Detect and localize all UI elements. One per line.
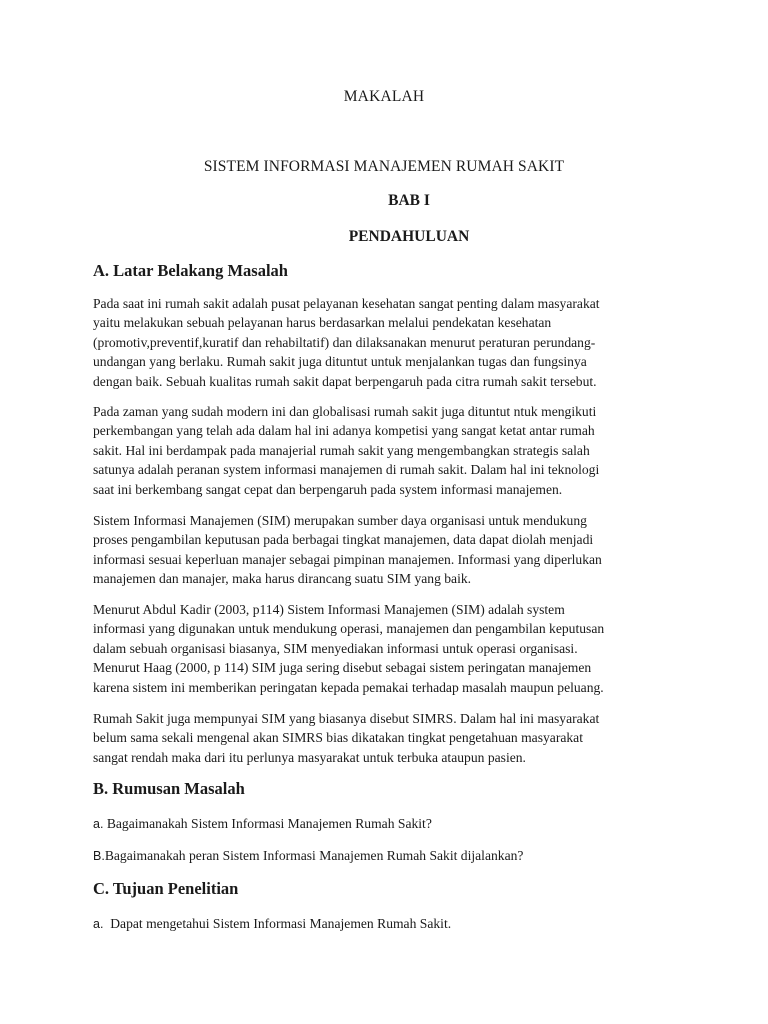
text-line: Menurut Haag (2000, p 114) SIM juga sering disebut sebagai sistem peringatan manajemen xyxy=(93,660,592,676)
list-item xyxy=(93,816,432,832)
text-line: Sistem Informasi Manajemen (SIM) merupakan sumber daya organisasi untuk mendukung xyxy=(93,513,587,528)
text-line: manajemen dan manajer, maka harus dirancang suatu SIM yang baik. xyxy=(93,571,472,587)
list-marker: a. xyxy=(93,917,104,931)
list-item xyxy=(93,848,523,864)
list-item-text: Dapat mengetahui Sistem Informasi Manajemen Rumah Sakit. xyxy=(103,916,452,931)
list-marker: B. xyxy=(93,849,105,863)
text-line: dalam sebuah organisasi biasanya, SIM menyediakan informasi untuk operasi organisasi. xyxy=(93,640,578,656)
text-line: satunya adalah peranan system informasi manajemen di rumah sakit. Dalam hal ini teknologi xyxy=(93,462,600,478)
section-c-heading: C. Tujuan Penelitian xyxy=(93,879,239,898)
text-line: sangat rendah maka dari itu perlunya masyarakat untuk terbuka ataupun pasien. xyxy=(93,749,526,765)
list-item xyxy=(93,916,451,932)
list-item-text: Bagaimanakah peran Sistem Informasi Manajemen Rumah Sakit dijalankan? xyxy=(104,848,524,863)
text-line: sakit. Hal ini berdampak pada manajerial rumah sakit yang mengembangkan strategis salah xyxy=(93,442,590,458)
text-line: saat ini berkembang sangat cepat dan berpengaruh pada system informasi manajemen. xyxy=(93,481,563,497)
text-line: Pada zaman yang sudah modern ini dan globalisasi rumah sakit juga dituntut ntuk mengikuti xyxy=(93,404,597,419)
paragraph-3 xyxy=(93,511,683,589)
text-line: Menurut Abdul Kadir (2003, p114) Sistem Informasi Manajemen (SIM) adalah system xyxy=(93,602,565,617)
text-line: informasi sesuai keperluan manajer sebagai pimpinan manajemen. Informasi yang diperlukan xyxy=(93,551,602,567)
document-subtitle: SISTEM INFORMASI MANAJEMEN RUMAH SAKIT xyxy=(203,158,565,175)
list-item-text: Bagaimanakah Sistem Informasi Manajemen Rumah Sakit? xyxy=(103,816,432,831)
text-line: Rumah Sakit juga mempunyai SIM yang biasanya disebut SIMRS. Dalam hal ini masyarakat xyxy=(93,711,600,726)
text-line: (promotiv,preventif,kuratif dan rehabiltatif) dan dilaksanakan menurut peraturan perundang- xyxy=(93,334,596,350)
text-line: dengan baik. Sebuah kualitas rumah sakit dapat berpengaruh pada citra rumah sakit tersebut. xyxy=(93,373,597,389)
text-line: informasi yang digunakan untuk mendukung operasi, manajemen dan pengambilan keputusan xyxy=(93,621,605,637)
section-b-heading: B. Rumusan Masalah xyxy=(93,779,245,798)
document-title: MAKALAH xyxy=(343,88,425,105)
paragraph-1 xyxy=(93,294,683,391)
paragraph-5 xyxy=(93,709,683,767)
text-line: karena sistem ini memberikan peringatan kepada pemakai terhadap masalah maupun peluang. xyxy=(93,679,604,695)
text-line: undangan yang berlaku. Rumah sakit juga dituntut untuk menjalankan tugas dan fungsinya xyxy=(93,354,587,370)
paragraph-2 xyxy=(93,402,683,499)
text-line: belum sama sekali mengenal akan SIMRS bias dikatakan tingkat pengetahuan masyarakat xyxy=(93,730,583,746)
text-line: perkembangan yang telah ada dalam hal ini adanya kompetisi yang sangat ketat antar rumah xyxy=(93,423,595,439)
paragraph-4 xyxy=(93,600,683,697)
section-a-heading: A. Latar Belakang Masalah xyxy=(93,261,288,280)
text-line: yaitu melakukan sebuah pelayanan harus berdasarkan melalui pendekatan kesehatan xyxy=(93,315,552,331)
text-line: proses pengambilan keputusan pada berbagai tingkat manajemen, data dapat diolah menjadi xyxy=(93,532,594,548)
list-marker: a. xyxy=(93,817,104,831)
chapter-title: PENDAHULUAN xyxy=(348,228,470,245)
text-line: Pada saat ini rumah sakit adalah pusat pelayanan kesehatan sangat penting dalam masyarakat xyxy=(93,296,600,311)
chapter-number: BAB I xyxy=(388,192,430,209)
